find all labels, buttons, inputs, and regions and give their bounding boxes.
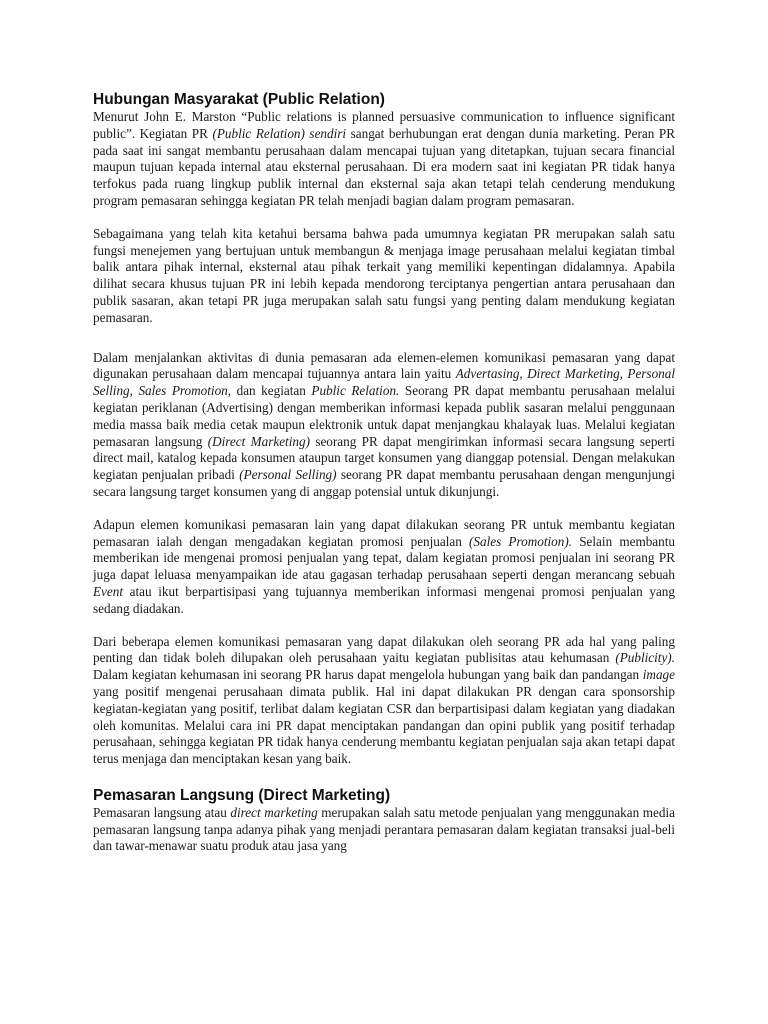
italic-text: Public Relation. bbox=[311, 383, 400, 399]
text-run: Sebagaimana yang telah kita ketahui bersama bahwa pada umumnya kegiatan PR merupakan salah satu fungsi menejemen yang bertujuan untuk membangun & menjaga image perusahaan melalui kegiatan timbal balik antara pihak internal, eksternal atau pihak terkait yang memiliki kepentingan didalamnya. Apabila dilihat secara khusus tujuan PR ini lebih kepada mendorong terciptanya pengertian antara perusahaan dan publik sasaran, akan tetapi PR juga merupakan salah satu fungsi yang penting dalam mendukung kegiatan pemasaran. bbox=[93, 225, 675, 325]
text-run: sangat berhubungan erat dengan dunia marketing. Peran PR pada saat ini sangat membantu perusahaan dalam mencapai tujuan yang ditetapkan, tujuan secara financial maupun tujuan kepada internal atau eksternal perusahaan. Di era modern saat ini kegiatan PR tidak hanya terfokus pada ruang lingkup publik internal dan eksternal saja akan tetapi telah cenderung mendukung program pemasaran sehingga kegiatan PR telah menjadi bagian dalam program pemasaran. bbox=[93, 125, 675, 208]
text-run: Dalam menjalankan aktivitas di dunia pemasaran ada elemen-elemen komunikasi pemasaran yang dapat digunakan perusahaan dalam mencapai tujuannya antara lain yaitu bbox=[93, 349, 675, 382]
paragraph-marketing-elements bbox=[93, 350, 675, 501]
text-run: Dalam kegiatan kehumasan ini seorang PR harus dapat mengelola hubungan yang baik dan pandangan bbox=[93, 667, 643, 683]
text-run: Dari beberapa elemen komunikasi pemasaran yang dapat dilakukan oleh seorang PR ada hal yang paling penting dan tidak boleh dilupakan oleh perusahaan yaitu kegiatan publisitas atau kehumasan bbox=[93, 633, 675, 666]
text-run: Selain membantu memberikan ide mengenai promosi penjualan yang tepat, dalam kegiatan promosi penjualan ini seorang PR juga dapat leluasa menyampaikan ide atau gagasan terhadap perusahaan seperti dengan merancang sebuah bbox=[93, 533, 676, 583]
italic-text: (Sales Promotion). bbox=[469, 533, 573, 549]
italic-text: Event bbox=[93, 583, 124, 599]
paragraph-pr-function bbox=[93, 226, 675, 327]
document-body bbox=[93, 90, 675, 855]
paragraph-pr-definition bbox=[93, 109, 675, 210]
text-run: seorang PR dapat mengirimkan informasi secara langsung seperti direct mail, katalog kepada konsumen ataupun target konsumen yang dianggap potensial. Dengan melakukan kegiatan penjualan pribadi bbox=[93, 433, 676, 483]
italic-text: Advertasing, Direct Marketing, Personal Selling, Sales Promotion bbox=[93, 366, 676, 399]
italic-text: (Personal Selling) bbox=[239, 467, 337, 483]
section-heading-direct-marketing: Pemasaran Langsung (Direct Marketing) bbox=[93, 786, 391, 804]
text-run: atau ikut berpartisipasi yang tujuannya memberikan informasi mengenai promosi penjualan yang sedang diadakan. bbox=[93, 583, 675, 616]
italic-text: (Direct Marketing) bbox=[207, 433, 310, 449]
text-run: Menurut John E. Marston “Public relations is planned persuasive communication to influence significant public”. Kegiatan PR bbox=[93, 109, 675, 141]
italic-text: (Public Relation) sendiri bbox=[212, 125, 347, 141]
italic-text: (Publicity). bbox=[615, 650, 675, 666]
section-heading-public-relation: Hubungan Masyarakat (Public Relation) bbox=[93, 91, 385, 108]
paragraph-sales-promotion bbox=[93, 517, 675, 618]
text-run: Seorang PR dapat membantu perusahaan melalui kegiatan periklanan (Advertising) dengan memberikan informasi kepada publik sasaran melalui penggunaan media massa baik media cetak maupun elektronik untuk dapat menjangkau khalayak luas. Melalui kegiatan pemasaran langsung bbox=[93, 383, 676, 449]
paragraph-publicity bbox=[93, 634, 675, 768]
text-run: Pemasaran langsung atau bbox=[93, 804, 231, 820]
text-run: Adapun elemen komunikasi pemasaran lain yang dapat dilakukan seorang PR untuk membantu kegiatan pemasaran ialah dengan mengadakan kegiatan promosi penjualan bbox=[93, 516, 675, 549]
italic-text: direct marketing bbox=[230, 804, 318, 820]
text-run: , dan kegiatan bbox=[227, 383, 312, 399]
text-run: merupakan salah satu metode penjualan yang menggunakan media pemasaran langsung tanpa adanya pihak yang menjadi perantara pemasaran dalam kegiatan transaksi jual-beli dan tawar-menawar suatu produk atau jasa yang bbox=[93, 804, 675, 854]
paragraph-direct-marketing bbox=[93, 805, 675, 855]
text-run: yang positif mengenai perusahaan dimata publik. Hal ini dapat dilakukan PR dengan cara sponsorship kegiatan-kegiatan yang positif, terlibat dalam kegiatan CSR dan berpartisipasi dalam kegiatan yang diadakan oleh komunitas. Melalui cara ini PR dapat menciptakan pandangan dan opini publik yang positif terhadap perusahaan, sehingga kegiatan PR tidak hanya cenderung membantu kegiatan penjualan saja akan tetapi dapat terus menjaga dan menciptakan kesan yang baik. bbox=[93, 683, 675, 767]
italic-text: image bbox=[642, 667, 675, 683]
text-run: seorang PR dapat membantu perusahaan dengan mengunjungi secara langsung target konsumen yang di anggap potensial untuk dikunjungi. bbox=[93, 467, 676, 499]
